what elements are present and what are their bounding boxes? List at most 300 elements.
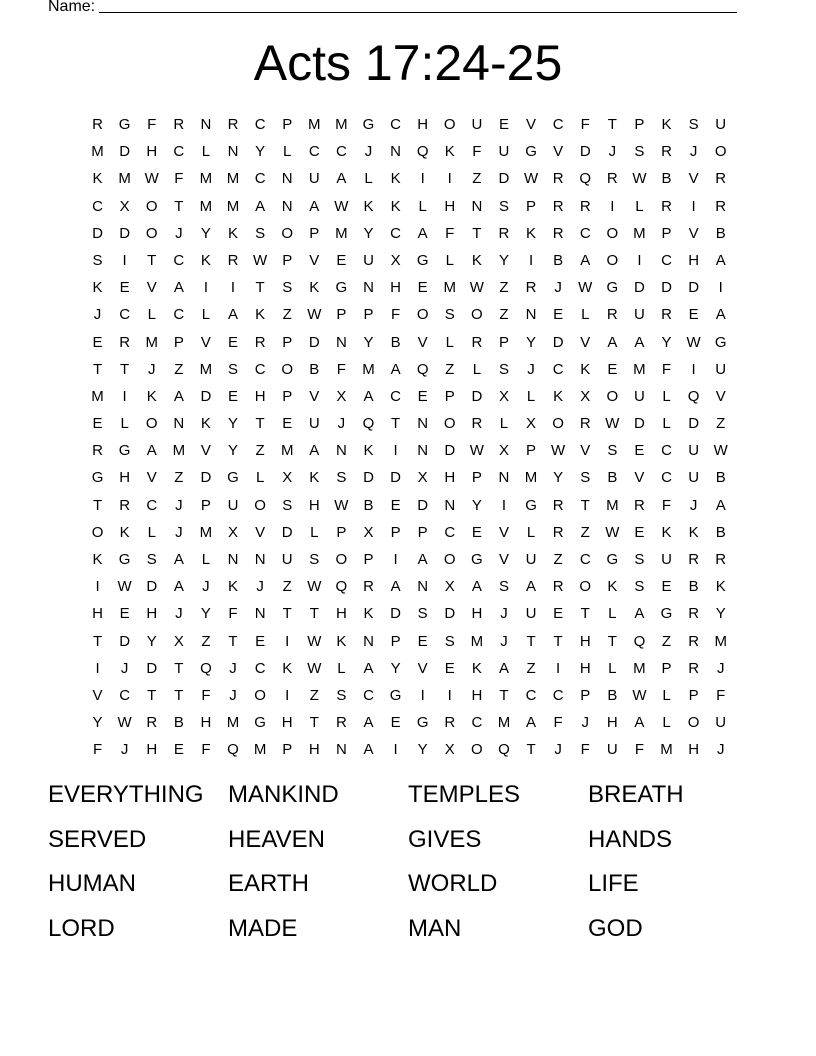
grid-letter: B bbox=[390, 333, 401, 351]
grid-letter: N bbox=[335, 442, 347, 460]
grid-letter: E bbox=[255, 632, 266, 650]
grid-letter: N bbox=[390, 143, 401, 161]
grid-letter: C bbox=[335, 143, 347, 161]
grid-letter: P bbox=[688, 686, 699, 704]
grid-letter: M bbox=[335, 224, 348, 242]
grid-letter: X bbox=[498, 387, 509, 405]
grid-letter: L bbox=[201, 551, 211, 568]
grid-letter: Z bbox=[174, 360, 184, 378]
grid-letter: E bbox=[634, 523, 645, 541]
grid-letter: K bbox=[228, 578, 239, 596]
grid-letter: A bbox=[173, 279, 184, 297]
grid-letter: R bbox=[552, 197, 564, 215]
grid-letter: O bbox=[606, 224, 619, 242]
grid-letter: T bbox=[174, 197, 184, 215]
grid-letter: D bbox=[92, 224, 103, 242]
grid-letter: F bbox=[716, 686, 726, 704]
grid-letter: F bbox=[201, 741, 211, 759]
grid-letter: R bbox=[363, 578, 374, 596]
grid-letter: A bbox=[498, 659, 509, 677]
grid-letter: F bbox=[634, 741, 644, 759]
grid-letter: F bbox=[201, 686, 211, 704]
grid-letter: X bbox=[119, 197, 130, 215]
grid-letter: P bbox=[173, 333, 184, 351]
grid-letter: B bbox=[715, 469, 726, 487]
grid-letter: U bbox=[715, 116, 727, 133]
grid-letter: U bbox=[363, 251, 374, 269]
grid-letter: X bbox=[173, 632, 184, 650]
grid-letter: S bbox=[634, 578, 645, 596]
grid-letter: E bbox=[634, 442, 645, 460]
grid-letter: Y bbox=[661, 333, 672, 351]
grid-letter: C bbox=[254, 116, 266, 133]
grid-letter: A bbox=[607, 333, 618, 351]
grid-letter: B bbox=[715, 523, 726, 541]
grid-letter: J bbox=[229, 659, 237, 677]
grid-letter: R bbox=[579, 415, 591, 433]
grid-letter: S bbox=[336, 469, 347, 487]
grid-letter: M bbox=[660, 741, 673, 759]
grid-letter: M bbox=[335, 116, 348, 133]
grid-letter: S bbox=[688, 116, 699, 133]
grid-letter: Z bbox=[255, 442, 265, 460]
grid-letter: N bbox=[363, 632, 374, 650]
grid-letter: M bbox=[524, 469, 538, 487]
grid-letter: C bbox=[173, 306, 185, 324]
grid-letter: G bbox=[389, 686, 402, 704]
grid-letter: X bbox=[390, 251, 401, 269]
grid-letter: R bbox=[471, 415, 483, 433]
grid-letter: D bbox=[498, 170, 510, 188]
grid-letter: P bbox=[282, 251, 293, 269]
grid-letter: Z bbox=[580, 523, 590, 541]
word-list-item: LORD bbox=[48, 914, 115, 942]
grid-letter: L bbox=[526, 523, 536, 541]
grid-letter: K bbox=[390, 170, 401, 188]
grid-letter: I bbox=[447, 170, 452, 188]
grid-letter: O bbox=[579, 578, 592, 596]
grid-letter: W bbox=[253, 251, 268, 269]
grid-letter: H bbox=[688, 741, 700, 759]
grid-letter: B bbox=[607, 469, 618, 487]
grid-letter: M bbox=[226, 197, 240, 215]
grid-letter: S bbox=[444, 632, 455, 650]
grid-letter: G bbox=[118, 442, 131, 460]
grid-letter: L bbox=[337, 659, 346, 677]
grid-letter: K bbox=[715, 578, 726, 596]
grid-letter: J bbox=[175, 523, 183, 541]
grid-letter: P bbox=[363, 306, 374, 324]
grid-letter: J bbox=[337, 415, 346, 433]
grid-letter: D bbox=[634, 415, 645, 433]
word-list-item: WORLD bbox=[408, 870, 498, 897]
letter-grid bbox=[84, 111, 734, 764]
grid-letter: V bbox=[688, 224, 699, 242]
grid-letter: D bbox=[579, 143, 591, 161]
grid-letter: G bbox=[416, 714, 429, 732]
grid-letter: J bbox=[364, 143, 373, 161]
grid-letter: D bbox=[471, 387, 483, 405]
grid-letter: Z bbox=[201, 632, 211, 650]
grid-letter: P bbox=[526, 442, 537, 460]
grid-letter: R bbox=[471, 333, 483, 351]
grid-letter: B bbox=[715, 224, 726, 242]
grid-letter: Q bbox=[687, 387, 700, 405]
grid-letter: I bbox=[447, 686, 452, 704]
grid-letter: M bbox=[633, 360, 646, 378]
grid-letter: U bbox=[688, 469, 700, 487]
grid-letter: M bbox=[633, 659, 646, 677]
grid-letter: R bbox=[688, 632, 700, 650]
grid-letter: W bbox=[144, 170, 159, 188]
grid-letter: A bbox=[336, 170, 347, 188]
grid-letter: J bbox=[608, 143, 617, 161]
grid-letter: E bbox=[173, 741, 184, 759]
grid-letter: M bbox=[172, 442, 186, 460]
grid-letter: K bbox=[228, 224, 239, 242]
grid-letter: L bbox=[608, 605, 617, 623]
grid-letter: A bbox=[146, 442, 157, 460]
grid-letter: T bbox=[526, 741, 536, 759]
grid-letter: N bbox=[335, 741, 347, 759]
grid-letter: D bbox=[146, 578, 158, 596]
grid-letter: J bbox=[147, 360, 156, 378]
grid-letter: F bbox=[472, 143, 482, 161]
grid-letter: P bbox=[309, 224, 320, 242]
grid-letter: T bbox=[92, 496, 103, 514]
word-list-item: MADE bbox=[228, 914, 298, 942]
grid-letter: P bbox=[282, 116, 293, 133]
grid-letter: J bbox=[500, 605, 508, 623]
word-list-item: EARTH bbox=[228, 870, 309, 897]
grid-letter: Y bbox=[715, 605, 726, 623]
grid-letter: O bbox=[471, 306, 483, 324]
grid-letter: P bbox=[471, 469, 482, 487]
grid-letter: C bbox=[146, 496, 158, 514]
grid-letter: X bbox=[336, 387, 347, 405]
grid-letter: J bbox=[689, 143, 698, 161]
grid-letter: R bbox=[688, 659, 700, 677]
grid-letter: D bbox=[390, 469, 401, 487]
grid-letter: K bbox=[146, 387, 157, 405]
grid-letter: A bbox=[715, 306, 726, 324]
grid-letter: G bbox=[227, 469, 239, 487]
grid-letter: X bbox=[417, 469, 428, 487]
grid-letter: K bbox=[444, 143, 455, 161]
grid-letter: N bbox=[227, 143, 239, 161]
grid-letter: S bbox=[444, 306, 455, 324]
grid-letter: H bbox=[444, 469, 456, 487]
grid-letter: W bbox=[632, 170, 647, 188]
grid-letter: E bbox=[417, 279, 428, 297]
grid-letter: D bbox=[200, 387, 212, 405]
grid-letter: Z bbox=[499, 306, 509, 324]
grid-letter: L bbox=[418, 197, 427, 215]
grid-letter: R bbox=[92, 116, 103, 133]
grid-letter: X bbox=[282, 469, 293, 487]
grid-letter: H bbox=[200, 714, 212, 732]
grid-letter: P bbox=[282, 741, 293, 759]
grid-letter: N bbox=[444, 496, 456, 514]
grid-letter: E bbox=[444, 659, 455, 677]
grid-letter: Z bbox=[716, 415, 726, 433]
grid-letter: P bbox=[282, 333, 293, 351]
grid-letter: Z bbox=[472, 170, 482, 188]
grid-letter: D bbox=[363, 469, 374, 487]
grid-letter: D bbox=[688, 415, 700, 433]
grid-letter: F bbox=[445, 224, 455, 242]
grid-letter: P bbox=[417, 523, 428, 541]
grid-letter: N bbox=[200, 116, 212, 133]
grid-letter: V bbox=[553, 143, 564, 161]
grid-letter: J bbox=[93, 306, 102, 324]
grid-letter: X bbox=[526, 415, 537, 433]
grid-letter: J bbox=[120, 659, 129, 677]
grid-letter: P bbox=[282, 387, 293, 405]
grid-letter: A bbox=[228, 306, 239, 324]
grid-letter: K bbox=[309, 469, 320, 487]
grid-letter: R bbox=[552, 578, 564, 596]
grid-letter: F bbox=[174, 170, 184, 188]
grid-letter: H bbox=[146, 605, 158, 623]
grid-letter: A bbox=[309, 197, 320, 215]
grid-letter: W bbox=[632, 686, 647, 704]
grid-letter: T bbox=[174, 659, 184, 677]
grid-letter: D bbox=[688, 279, 700, 297]
grid-letter: Q bbox=[200, 659, 212, 677]
grid-letter: W bbox=[307, 578, 322, 596]
word-list-item: HEAVEN bbox=[228, 825, 325, 853]
grid-letter: A bbox=[363, 387, 374, 405]
grid-letter: I bbox=[122, 387, 127, 405]
grid-letter: W bbox=[469, 279, 484, 297]
grid-letter: N bbox=[417, 578, 429, 596]
grid-letter: K bbox=[363, 197, 374, 215]
grid-letter: Q bbox=[579, 170, 592, 188]
grid-letter: D bbox=[444, 442, 456, 460]
grid-letter: V bbox=[417, 333, 428, 351]
grid-letter: E bbox=[228, 333, 239, 351]
grid-letter: N bbox=[471, 197, 483, 215]
grid-letter: S bbox=[336, 686, 347, 704]
grid-letter: M bbox=[91, 143, 104, 161]
grid-letter: G bbox=[91, 469, 104, 487]
grid-letter: D bbox=[444, 605, 456, 623]
grid-letter: X bbox=[363, 523, 374, 541]
grid-letter: K bbox=[526, 224, 537, 242]
grid-letter: K bbox=[363, 605, 374, 623]
grid-letter: U bbox=[498, 143, 510, 161]
grid-letter: O bbox=[443, 116, 456, 133]
grid-letter: J bbox=[229, 686, 237, 704]
grid-letter: L bbox=[608, 659, 617, 677]
grid-letter: L bbox=[445, 333, 454, 351]
grid-letter: Z bbox=[282, 578, 292, 596]
grid-letter: F bbox=[92, 741, 103, 759]
grid-letter: A bbox=[580, 251, 591, 269]
grid-letter: I bbox=[718, 279, 723, 297]
grid-letter: M bbox=[199, 197, 213, 215]
grid-letter: C bbox=[119, 306, 131, 324]
grid-letter: Z bbox=[499, 279, 509, 297]
grid-letter: R bbox=[579, 197, 591, 215]
grid-letter: M bbox=[199, 170, 213, 188]
grid-letter: C bbox=[173, 143, 185, 161]
grid-letter: W bbox=[605, 523, 620, 541]
grid-letter: F bbox=[553, 714, 563, 732]
grid-letter: I bbox=[95, 578, 100, 596]
grid-letter: K bbox=[282, 659, 293, 677]
grid-letter: F bbox=[580, 741, 590, 759]
grid-letter: K bbox=[200, 251, 211, 269]
grid-letter: J bbox=[500, 632, 508, 650]
grid-letter: V bbox=[309, 251, 320, 269]
grid-letter: D bbox=[119, 632, 131, 650]
grid-letter: T bbox=[174, 686, 184, 704]
grid-letter: R bbox=[525, 279, 537, 297]
name-underline bbox=[99, 0, 737, 13]
grid-letter: M bbox=[470, 632, 484, 650]
grid-letter: J bbox=[256, 578, 264, 596]
grid-letter: I bbox=[637, 251, 642, 269]
grid-letter: F bbox=[390, 306, 401, 324]
grid-letter: O bbox=[145, 197, 158, 215]
grid-letter: K bbox=[200, 415, 211, 433]
grid-letter: K bbox=[92, 551, 103, 568]
grid-letter: J bbox=[581, 714, 589, 732]
grid-letter: I bbox=[420, 170, 425, 188]
grid-letter: T bbox=[282, 605, 292, 623]
grid-letter: M bbox=[280, 442, 294, 460]
grid-letter: P bbox=[336, 523, 347, 541]
grid-letter: V bbox=[526, 116, 537, 133]
grid-letter: M bbox=[308, 116, 321, 133]
grid-letter: Q bbox=[633, 632, 646, 650]
grid-letter: W bbox=[523, 170, 539, 188]
grid-letter: M bbox=[443, 279, 457, 297]
grid-letter: U bbox=[606, 741, 618, 759]
grid-letter: H bbox=[444, 197, 456, 215]
grid-letter: K bbox=[471, 251, 482, 269]
grid-letter: J bbox=[554, 741, 562, 759]
grid-letter: J bbox=[175, 224, 183, 242]
grid-letter: J bbox=[716, 741, 725, 759]
word-list-item: HANDS bbox=[588, 825, 673, 853]
grid-letter: A bbox=[309, 442, 320, 460]
grid-letter: K bbox=[119, 523, 130, 541]
grid-letter: R bbox=[661, 143, 672, 161]
grid-letter: E bbox=[119, 605, 130, 623]
grid-letter: U bbox=[715, 360, 727, 378]
grid-letter: D bbox=[552, 333, 564, 351]
grid-letter: C bbox=[390, 224, 401, 242]
grid-letter: C bbox=[254, 659, 266, 677]
grid-letter: Y bbox=[146, 632, 157, 650]
grid-letter: X bbox=[228, 523, 239, 541]
grid-letter: E bbox=[390, 496, 401, 514]
grid-letter: I bbox=[393, 741, 398, 759]
grid-letter: D bbox=[634, 279, 645, 297]
grid-letter: G bbox=[714, 333, 727, 351]
grid-letter: V bbox=[146, 279, 157, 297]
grid-letter: W bbox=[307, 659, 322, 677]
grid-letter: T bbox=[147, 251, 157, 269]
grid-letter: M bbox=[118, 170, 131, 188]
grid-letter: O bbox=[335, 551, 348, 568]
grid-letter: C bbox=[661, 251, 672, 269]
grid-letter: T bbox=[390, 415, 401, 433]
grid-letter: H bbox=[579, 659, 591, 677]
grid-letter: B bbox=[173, 714, 184, 732]
grid-letter: U bbox=[308, 170, 320, 188]
grid-letter: Z bbox=[309, 686, 319, 704]
grid-letter: U bbox=[227, 496, 239, 514]
grid-letter: N bbox=[525, 306, 537, 324]
grid-letter: C bbox=[579, 551, 591, 568]
grid-letter: O bbox=[471, 741, 483, 759]
grid-letter: O bbox=[281, 360, 294, 378]
grid-letter: S bbox=[634, 143, 645, 161]
grid-letter: R bbox=[92, 442, 103, 460]
grid-letter: Z bbox=[553, 551, 563, 568]
grid-letter: U bbox=[525, 605, 537, 623]
grid-letter: V bbox=[688, 170, 699, 188]
grid-letter: G bbox=[362, 116, 375, 133]
grid-letter: M bbox=[145, 333, 158, 351]
grid-letter: T bbox=[92, 360, 103, 378]
grid-letter: R bbox=[634, 496, 645, 514]
grid-letter: A bbox=[363, 714, 374, 732]
grid-letter: L bbox=[445, 251, 454, 269]
grid-letter: S bbox=[498, 360, 509, 378]
word-list-item: BREATH bbox=[588, 781, 684, 808]
grid-letter: J bbox=[689, 496, 698, 514]
grid-letter: H bbox=[471, 686, 483, 704]
grid-letter: Z bbox=[661, 632, 672, 650]
grid-letter: T bbox=[120, 360, 130, 378]
grid-letter: O bbox=[606, 251, 619, 269]
grid-letter: A bbox=[526, 714, 537, 732]
grid-letter: U bbox=[525, 551, 537, 568]
grid-letter: Q bbox=[416, 143, 429, 161]
grid-letter: K bbox=[336, 632, 347, 650]
grid-letter: J bbox=[175, 605, 183, 623]
grid-letter: T bbox=[255, 279, 265, 297]
grid-letter: R bbox=[335, 714, 347, 732]
grid-letter: R bbox=[552, 224, 564, 242]
grid-letter: R bbox=[661, 197, 672, 215]
grid-letter: M bbox=[199, 360, 213, 378]
grid-letter: V bbox=[498, 523, 509, 541]
grid-letter: O bbox=[552, 415, 564, 433]
grid-letter: N bbox=[281, 197, 293, 215]
grid-letter: U bbox=[281, 551, 293, 568]
grid-letter: F bbox=[228, 605, 238, 623]
grid-letter: L bbox=[526, 387, 536, 405]
grid-letter: Q bbox=[335, 578, 348, 596]
grid-letter: R bbox=[254, 333, 266, 351]
grid-letter: S bbox=[498, 578, 509, 596]
grid-letter: R bbox=[444, 714, 456, 732]
grid-letter: E bbox=[661, 578, 672, 596]
grid-letter: K bbox=[309, 279, 320, 297]
grid-letter: D bbox=[417, 496, 429, 514]
page-title: Acts 17:24-25 bbox=[253, 35, 563, 91]
grid-letter: E bbox=[498, 116, 509, 133]
grid-letter: H bbox=[579, 632, 591, 650]
grid-letter: B bbox=[688, 578, 699, 596]
grid-letter: V bbox=[715, 387, 726, 405]
